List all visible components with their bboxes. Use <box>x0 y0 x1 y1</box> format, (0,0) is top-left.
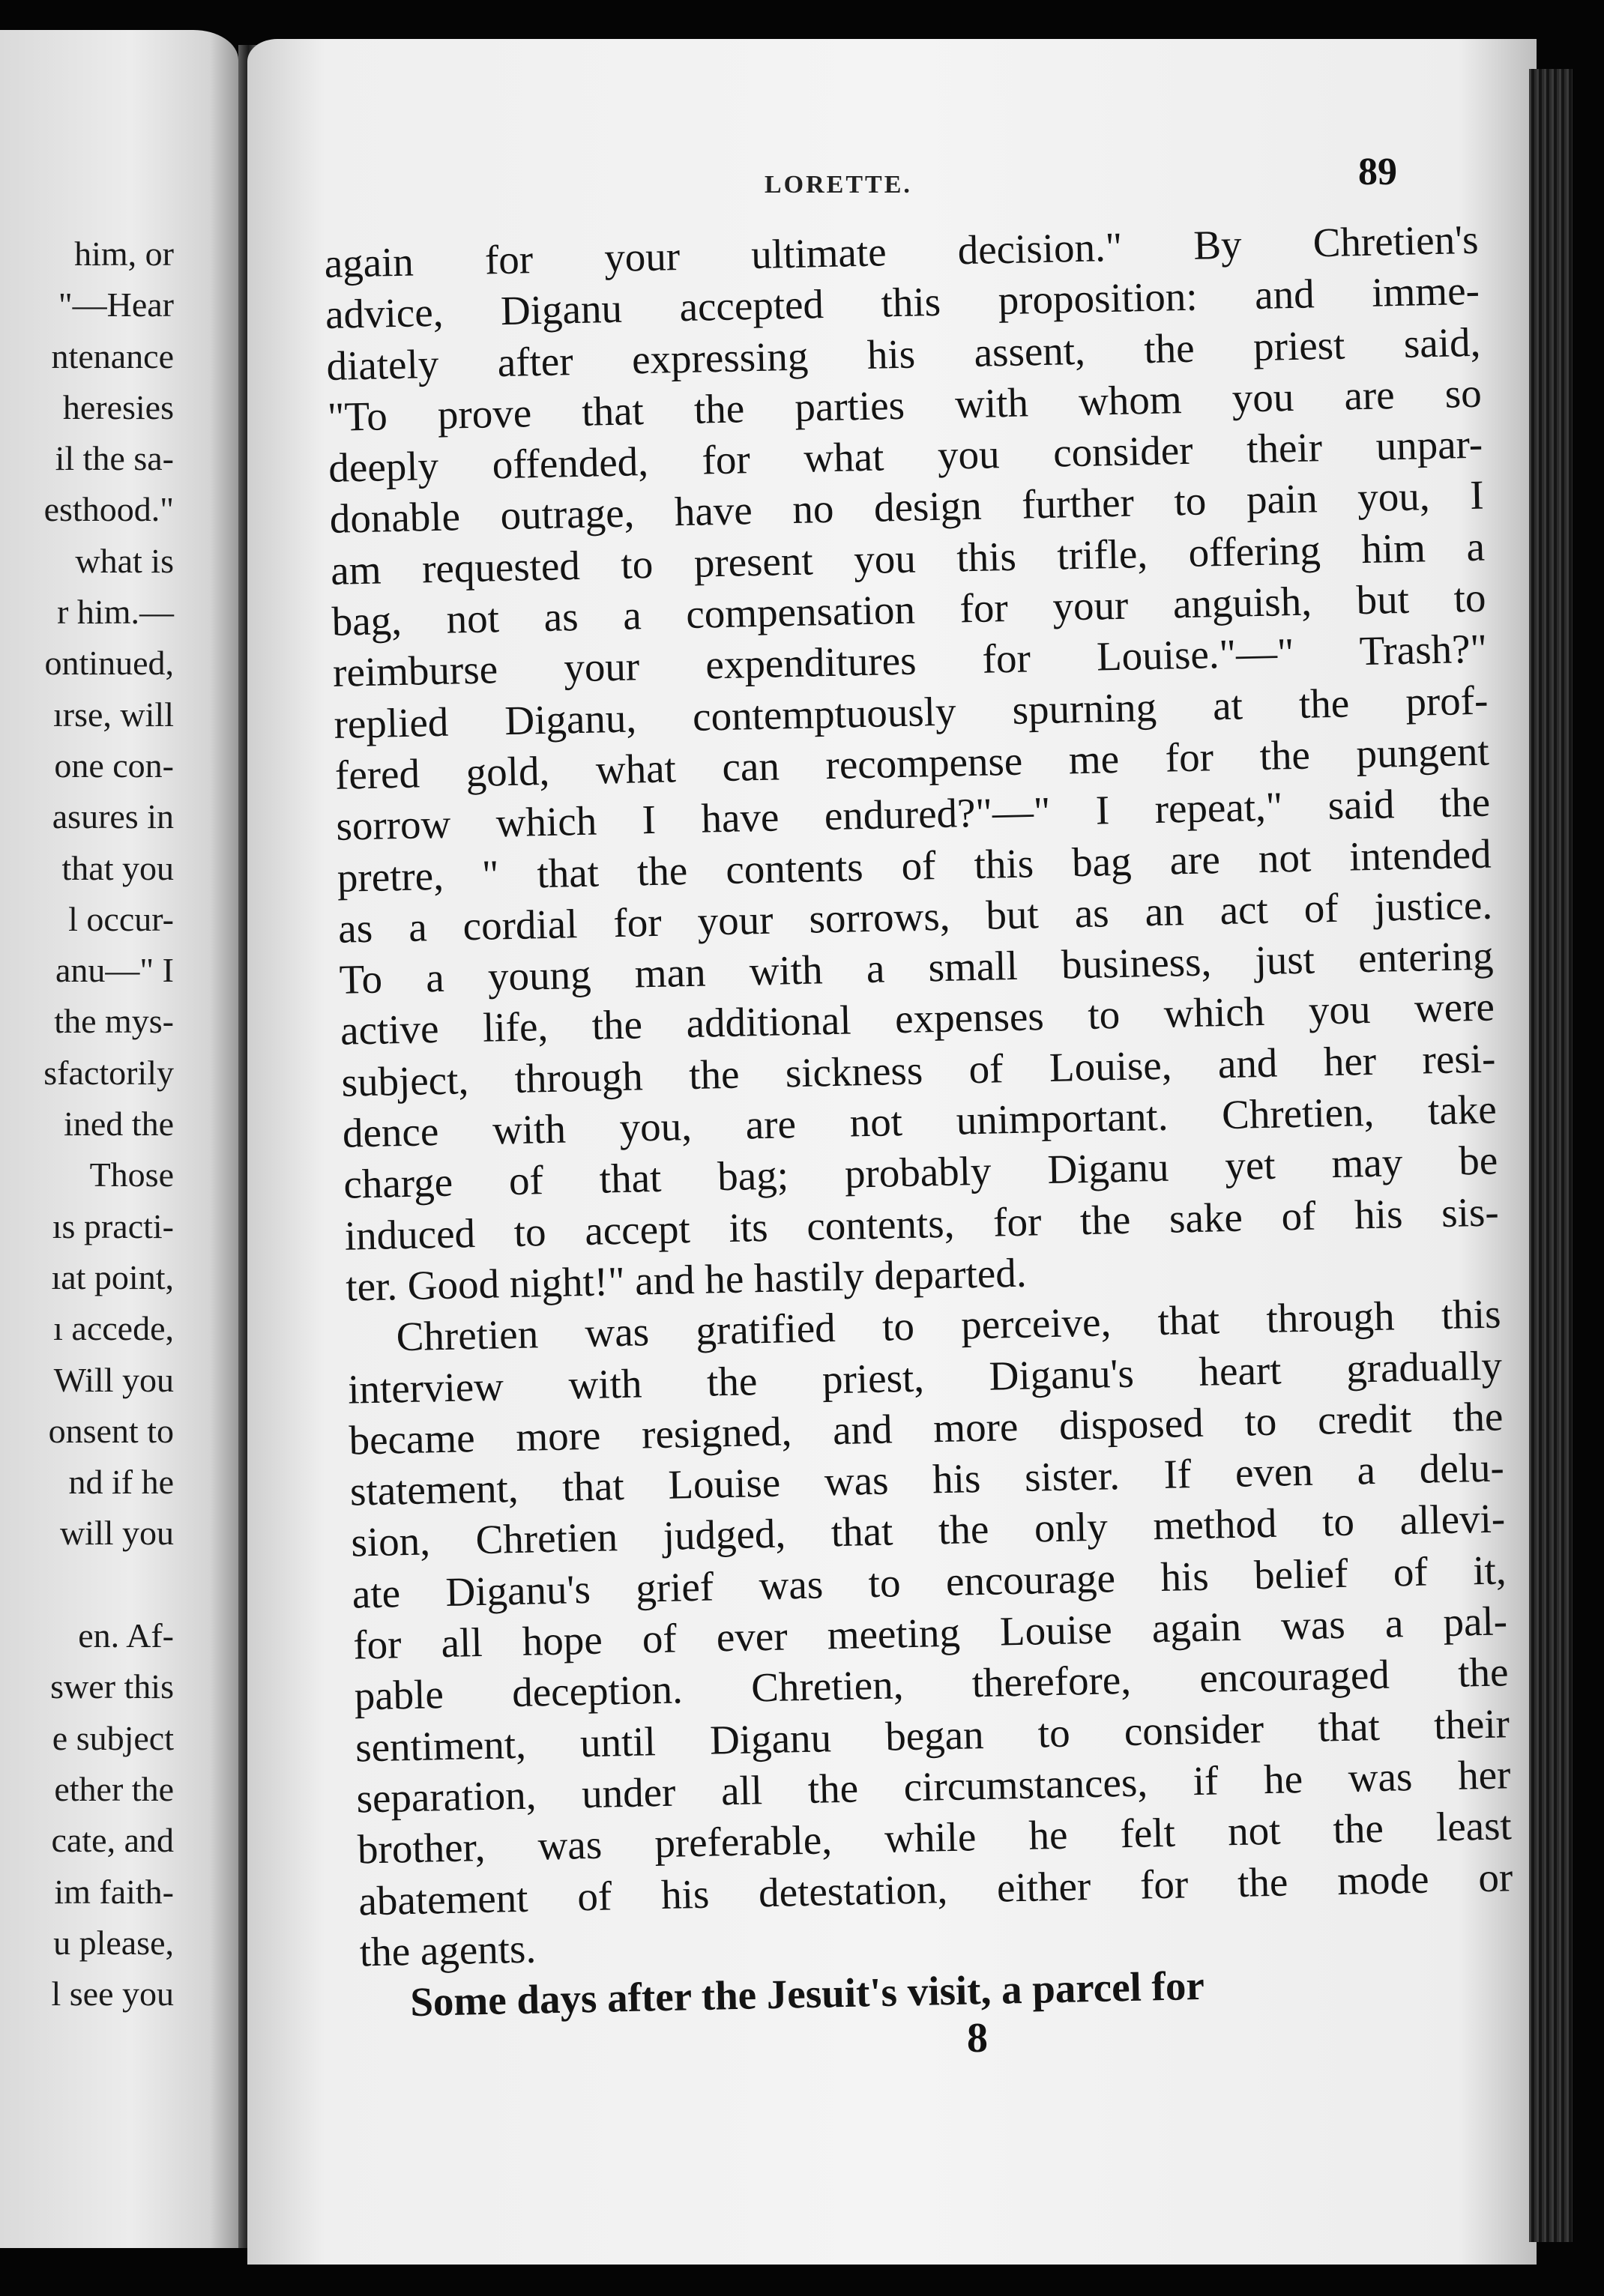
left-text-line: u please, <box>53 1923 174 1962</box>
text-line: as a cordial for your sorrows, but as an act of justice. <box>337 881 1493 952</box>
text-line: diately after expressing his assent, the priest said, <box>325 318 1481 389</box>
text-line: reimburse your expenditures for Louise."—" Trash?" <box>332 626 1488 696</box>
text-line: interview with the priest, Diganu's heart gradually <box>347 1341 1503 1413</box>
text-line: bag, not as a compensation for your anguish, but to <box>331 574 1487 644</box>
left-text-line: onsent to <box>48 1411 174 1450</box>
page-number: 89 <box>1358 151 1397 193</box>
left-text-line: ıat point, <box>51 1257 174 1296</box>
left-text-line: im faith- <box>54 1872 174 1911</box>
left-text-line: Those <box>89 1155 174 1194</box>
left-text-line: en. Af- <box>78 1616 174 1655</box>
signature-mark: 8 <box>967 2015 988 2061</box>
left-page-text <box>0 229 174 2019</box>
left-text-line: ntenance <box>51 336 174 375</box>
left-text-line: cate, and <box>51 1821 174 1860</box>
text-line: fered gold, what can recompense me for the pungent <box>334 728 1490 798</box>
left-text-line: nd if he <box>68 1463 174 1502</box>
text-line: sentiment, until Diganu began to consider that their <box>355 1700 1510 1771</box>
left-text-line: sfactorily <box>43 1053 174 1092</box>
left-text-line: will you <box>59 1514 174 1553</box>
text-line: ter. Good night!" and he hastily departed. <box>345 1249 1028 1310</box>
left-text-line: ırse, will <box>53 695 174 734</box>
text-line: statement, that Louise was his sister. If even a delu- <box>349 1444 1505 1514</box>
text-line: advice, Diganu accepted this proposition: and imme- <box>325 268 1480 338</box>
text-line: pretre, " that the contents of this bag are not intended <box>337 830 1492 901</box>
text-line: ate Diganu's grief was to encourage his belief of it, <box>352 1547 1507 1617</box>
left-text-line: l occur- <box>68 899 174 938</box>
left-text-line: ontinued, <box>44 644 174 683</box>
left-text-line: the mys- <box>54 1002 174 1041</box>
text-line: pable deception. Chretien, therefore, encouraged the <box>354 1649 1510 1719</box>
text-line: Some days after the Jesuit's visit, a parcel for <box>409 1963 1205 2025</box>
left-text-line: ined the <box>64 1105 174 1144</box>
left-text-line: what is <box>75 541 174 580</box>
left-text-line: one con- <box>54 746 174 785</box>
left-facing-page <box>0 30 238 2248</box>
text-line: separation, under all the circumstances, if he was her <box>355 1751 1511 1822</box>
text-line: sion, Chretien judged, that the only method to allevi- <box>350 1495 1506 1566</box>
left-text-line: esthood." <box>43 490 174 529</box>
text-line: To a young man with a small business, just entering <box>339 932 1495 1003</box>
text-line: brother, was preferable, while he felt not the least <box>357 1802 1513 1873</box>
left-text-line: ı accede, <box>53 1309 174 1348</box>
text-line: the agents. <box>359 1925 537 1975</box>
left-text-line: r him.— <box>57 593 174 632</box>
text-line: induced to accept its contents, for the sake of his sis- <box>344 1188 1500 1259</box>
text-line: subject, through the sickness of Louise, and her resi- <box>340 1035 1496 1105</box>
left-text-line: il the sa- <box>55 439 174 478</box>
text-line: charge of that bag; probably Diganu yet may be <box>343 1137 1498 1208</box>
left-text-line: "—Hear <box>58 286 174 324</box>
text-line: replied Diganu, contemptuously spurning at the prof- <box>333 677 1489 747</box>
text-line: Chretien was gratified to perceive, that through this <box>396 1290 1502 1360</box>
text-line: became more resigned, and more disposed to credit the <box>348 1393 1504 1463</box>
body-text <box>324 214 1516 2029</box>
left-text-line: heresies <box>62 387 174 426</box>
text-line: for all hope of ever meeting Louise again was a pal- <box>352 1598 1508 1668</box>
left-text-line <box>0 1559 174 1610</box>
text-line: active life, the additional expenses to which you were <box>340 983 1495 1054</box>
left-text-line: that you <box>61 848 174 887</box>
left-text-line: l see you <box>51 1975 174 2013</box>
text-line: am requested to present you this trifle, offering him a <box>330 523 1486 593</box>
left-text-line: him, or <box>74 235 174 273</box>
left-text-line: ether the <box>54 1769 174 1808</box>
text-line: again for your ultimate decision." By Chretien's <box>324 216 1480 286</box>
left-text-line: e subject <box>52 1718 174 1757</box>
text-line: sorrow which I have endured?"—" I repeat," said the <box>335 779 1491 850</box>
left-text-line: asures in <box>52 797 174 836</box>
left-text-line: swer this <box>50 1667 174 1706</box>
text-line: dence with you, are not unimportant. Chretien, take <box>342 1086 1498 1156</box>
text-line: "To prove that the parties with whom you are so <box>327 369 1483 440</box>
left-text-line: ıs practi- <box>52 1206 174 1245</box>
text-line: donable outrage, have no design further to pain you, I <box>329 472 1485 543</box>
page-edges <box>1529 69 1573 2242</box>
running-head: LORETTE. <box>765 171 912 199</box>
text-line: deeply offended, for what you consider their unpar- <box>328 420 1483 492</box>
left-text-line: Will you <box>53 1360 174 1399</box>
text-line: abatement of his detestation, either for the mode or <box>358 1853 1513 1924</box>
left-text-line: anu—" I <box>55 951 174 990</box>
